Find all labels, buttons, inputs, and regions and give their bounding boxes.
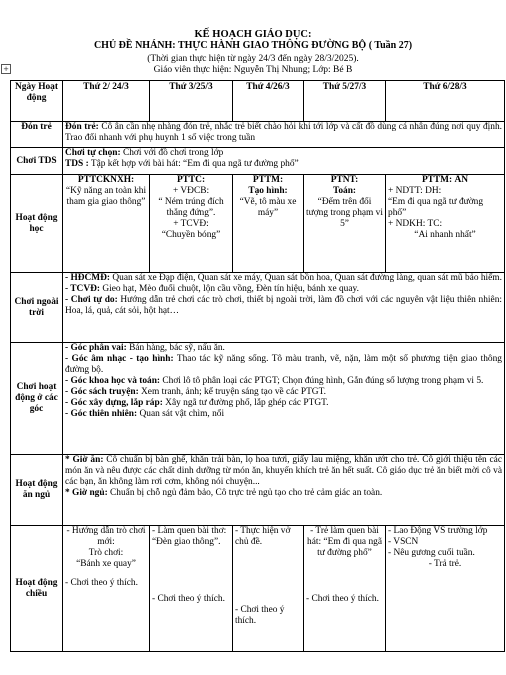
meal-line — [65, 455, 502, 488]
an-ngu-row — [11, 455, 505, 526]
day-header: Thứ 6/28/3 — [386, 81, 505, 122]
afternoon-fri — [386, 526, 505, 652]
lesson-line: + VĐCB: — [172, 186, 210, 196]
afternoon-line: - VSCN — [388, 537, 419, 547]
lead-text: * Giờ ngủ: — [65, 488, 108, 498]
lesson-subject: Tạo hình: — [248, 186, 288, 196]
afternoon-line: “Bánh xe quay” — [76, 559, 136, 569]
lesson-thu — [304, 175, 386, 273]
row-label: Đón trẻ — [11, 122, 63, 148]
lead-text: - HĐCMĐ: — [65, 273, 111, 283]
chieu-row — [11, 526, 505, 652]
body-text: Quan sát xe Đạp điện, Quan sát xe máy, Quan sát bồn hoa, Quan sát đường làng, quan sát mũ bảo hiểm. — [110, 273, 502, 283]
afternoon-line: - Nêu gương cuối tuần. — [388, 548, 475, 558]
row-label: Hoạt động ăn ngủ — [11, 455, 63, 526]
corner-label: Ngày Hoạt động — [11, 81, 63, 122]
choi-ngoai-troi-row — [11, 273, 505, 343]
body-text: Gieo hạt, Mèo đuổi chuột, lộn cầu vồng, Đèn tín hiệu, bánh xe quay. — [99, 284, 359, 294]
afternoon-line: - Làm quen bài thơ: “Đèn giao thông”. — [152, 526, 227, 547]
lesson-line: + NDTT: DH: — [388, 186, 442, 196]
body-text: Hướng dẫn trẻ chơi các trò chơi, thiết bị ngoài trời, làm đồ chơi với các nguyên vật liệu thiên nhiên: Hoa, lá, quả, cát sỏi, hột hạt… — [65, 295, 502, 316]
day-header: Thứ 2/ 24/3 — [63, 81, 150, 122]
body-text: Chơi với đồ chơi trong lớp — [120, 148, 224, 158]
lead-text: - Chơi tự do: — [65, 295, 118, 305]
sleep-line — [65, 488, 502, 499]
lesson-domain: PTNT: — [330, 175, 359, 185]
an-ngu-content — [63, 455, 505, 526]
lesson-line: + TCVĐ: — [173, 219, 209, 229]
body-text: Cô chuẩn bị bàn ghế, khăn trải bàn, lọ hoa tươi, giấy lau miệng, khăn ướt cho trẻ. Cô giới thiệu tên các món ăn và nêu được các chất dinh dưỡng từ món ăn, khuyến khích trẻ ăn hết suất. Cô giáo dục trẻ ăn biết mời cô và các bạn, ăn không làm rơi cơm, không nói chuyện... — [65, 455, 502, 487]
lead-text: - Góc phân vai: — [65, 343, 127, 353]
lead-text: - Góc xây dựng, lắp ráp: — [65, 398, 163, 408]
don-tre-row — [11, 122, 505, 148]
body-text: Cô ân cần nhẹ nhàng đón trẻ, nhắc trẻ biết chào hỏi khi tới lớp và cất đồ dùng cá nhân đúng nơi quy định. Trao đổi nhanh với phụ huynh 1 số việc trong tuần — [65, 122, 502, 143]
corner-line — [65, 343, 502, 354]
choi-tu-chon-line — [65, 148, 502, 159]
lesson-title: “Ai nhanh nhất” — [414, 230, 476, 240]
body-text: Bán hàng, bác sỹ, nấu ăn. — [126, 343, 225, 353]
lesson-title: “Chuyền bóng” — [161, 230, 221, 240]
lesson-fri — [386, 175, 505, 273]
day-header: Thứ 5/27/3 — [304, 81, 386, 122]
afternoon-line: - Chơi theo ý thích. — [235, 605, 285, 626]
lesson-domain: PTTM: ÂN — [421, 175, 469, 185]
body-text: Thao tác kỹ năng sống. Tô màu tranh, vẽ, nặn, làm một số phương tiện giao thông đường bộ. — [65, 354, 502, 375]
body-text: Chuẩn bị chỗ ngủ đảm bảo, Cô trực trẻ ngủ tạo cho trẻ cảm giác an toàn. — [107, 488, 383, 498]
lesson-title: “Kỹ năng an toàn khi tham gia giao thông” — [65, 186, 147, 207]
choi-goc-content — [63, 343, 505, 455]
body-text: Chơi lô tô phân loại các PTGT; Chọn đúng hình, Gắn đúng số lượng trong phạm vi 5. — [160, 376, 484, 386]
lead-text: - TCVĐ: — [65, 284, 100, 294]
activity-line — [65, 295, 502, 317]
activity-line — [65, 284, 502, 295]
body-text: Xây ngã tư đường phố, lắp ghép các PTGT. — [162, 398, 329, 408]
lesson-tue — [150, 175, 233, 273]
afternoon-line: - Chơi theo ý thích. — [306, 594, 379, 604]
day-header: Thứ 4/26/3 — [233, 81, 304, 122]
afternoon-line: - Chơi theo ý thích. — [65, 578, 138, 588]
afternoon-line: - Chơi theo ý thích. — [152, 594, 225, 604]
lesson-title: “ Ném trúng đích thẳng đứng”. — [158, 197, 224, 218]
corner-line — [65, 354, 502, 376]
lead-text: - Góc khoa học và toán: — [65, 376, 161, 386]
lead-text: Chơi tự chọn: — [65, 148, 121, 158]
period-text: (Thời gian thực hiện từ ngày 24/3 đến ngày 28/3/2025). — [147, 54, 359, 64]
body-text: Xem tranh, ảnh; kể truyện sáng tạo về các PTGT. — [138, 387, 326, 397]
schedule-table — [10, 80, 505, 652]
lead-text: - Góc âm nhạc - tạo hình: — [65, 354, 174, 364]
choi-ngoai-troi-content — [63, 273, 505, 343]
days-header-row — [11, 81, 505, 122]
choi-tds-content — [63, 148, 505, 175]
row-label: Chơi hoạt động ở các góc — [11, 343, 63, 455]
lead-text: Đón trẻ: — [65, 122, 99, 132]
row-label: Hoạt động học — [11, 175, 63, 273]
lead-text: - Góc thiên nhiên: — [65, 409, 138, 419]
afternoon-line: - Trả trẻ. — [428, 559, 462, 569]
tds-line — [65, 159, 502, 170]
row-label: Hoạt động chiều — [11, 526, 63, 652]
body-text: Quan sát vật chìm, nổi — [137, 409, 225, 419]
afternoon-line: - Lao Động VS trường lớp — [388, 526, 488, 536]
choi-goc-row — [11, 343, 505, 455]
afternoon-thu — [304, 526, 386, 652]
hoat-dong-hoc-row — [11, 175, 505, 273]
lesson-domain: PTTCKNXH: — [77, 175, 135, 185]
row-label: Chơi TDS — [11, 148, 63, 175]
lesson-mon — [63, 175, 150, 273]
corner-line — [65, 398, 502, 409]
lesson-wed — [233, 175, 304, 273]
day-header: Thứ 3/25/3 — [150, 81, 233, 122]
afternoon-tue — [150, 526, 233, 652]
lead-text: - Góc sách truyện: — [65, 387, 139, 397]
teacher-text: Giáo viên thực hiện: Nguyễn Thị Nhung; Lớp: Bé B — [153, 65, 353, 75]
lesson-domain: PTTM: — [252, 175, 284, 185]
lesson-domain: PTTC: — [176, 175, 206, 185]
afternoon-line: - Trẻ làm quen bài hát: “Em đi qua ngã tư đường phố” — [307, 526, 382, 558]
lesson-subject: Toán: — [332, 186, 357, 196]
lesson-title: “Vẽ, tô màu xe máy” — [239, 197, 297, 218]
corner-line — [65, 387, 502, 398]
lead-text: * Giờ ăn: — [65, 455, 104, 465]
choi-tds-row — [11, 148, 505, 175]
corner-line — [65, 409, 502, 420]
corner-line — [65, 376, 502, 387]
activity-line — [65, 273, 502, 284]
topic-subtitle: CHỦ ĐỀ NHÁNH: THỰC HÀNH GIAO THÔNG ĐƯỜNG BỘ ( Tuần 27) — [93, 40, 413, 51]
lesson-title: “Em đi qua ngã tư đường phố” — [388, 197, 484, 218]
table-move-handle-icon[interactable]: + — [1, 64, 11, 74]
afternoon-line: Trò chơi: — [88, 548, 124, 558]
afternoon-line: - Hướng dẫn trò chơi mới: — [66, 526, 146, 547]
lesson-line: + NDKH: TC: — [388, 219, 443, 229]
afternoon-wed — [233, 526, 304, 652]
lead-text: TDS : — [65, 159, 89, 169]
don-tre-content — [63, 122, 505, 148]
body-text: Tập kết hợp với bài hát: “Em đi qua ngã tư đường phố” — [88, 159, 299, 169]
row-label: Chơi ngoài trời — [11, 273, 63, 343]
plan-title: KẾ HOẠCH GIÁO DỤC: — [194, 29, 312, 40]
afternoon-line: - Thực hiện vở chủ đề. — [235, 526, 291, 547]
lesson-title: “Đếm trên đối tượng trong phạm vi 5” — [306, 197, 383, 229]
afternoon-mon — [63, 526, 150, 652]
